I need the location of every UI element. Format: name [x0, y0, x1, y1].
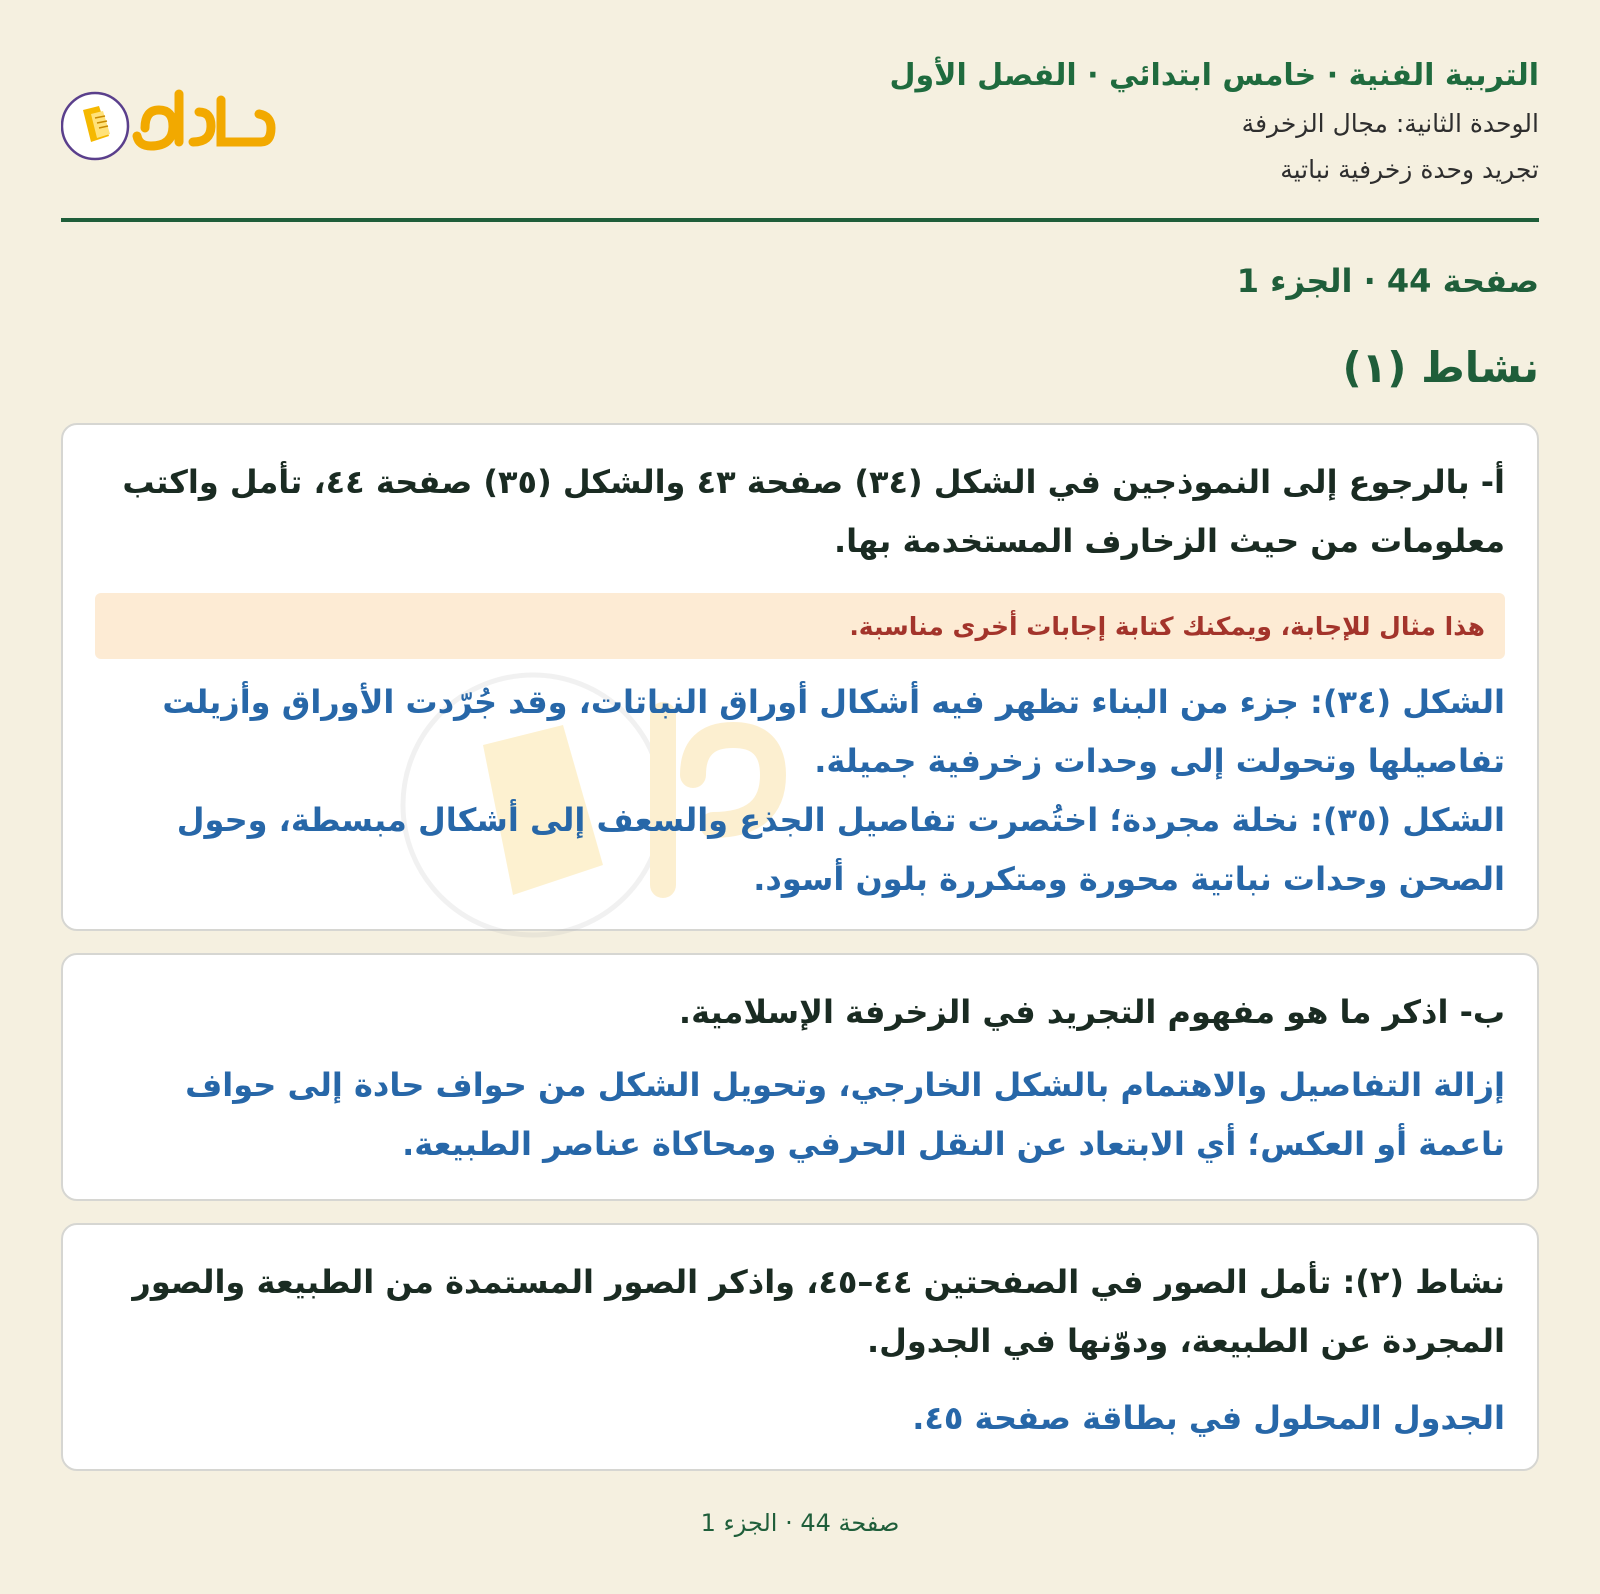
header-divider — [61, 218, 1539, 222]
page-reference: صفحة 44 · الجزء 1 — [1236, 262, 1539, 300]
unit-title: الوحدة الثانية: مجال الزخرفة — [1241, 109, 1539, 138]
answer-a-figure-34: الشكل (٣٤): جزء من البناء تظهر فيه أشكال أوراق النباتات، وقد جُرّدت الأوراق وأزيلت تفاصيلها وتحولت إلى وحدات زخرفية جميلة. — [162, 683, 1505, 780]
page-footer: صفحة 44 · الجزء 1 — [700, 1509, 900, 1537]
answer-note: هذا مثال للإجابة، ويمكنك كتابة إجابات أخرى مناسبة. — [95, 593, 1505, 659]
activity-2-card — [61, 1223, 1539, 1471]
activity-2-question: نشاط (٢): تأمل الصور في الصفحتين ٤٤–٤٥، واذكر الصور المستمدة من الطبيعة والصور المجردة عن الطبيعة، ودوّنها في الجدول. — [132, 1263, 1505, 1360]
answer-a-figure-35: الشكل (٣٥): نخلة مجردة؛ اختُصرت تفاصيل الجذع والسعف إلى أشكال مبسطة، وحول الصحن وحدات نباتية محورة ومتكررة بلون أسود. — [176, 801, 1505, 898]
question-card-a — [61, 423, 1539, 931]
hulul-logo-icon — [61, 80, 281, 170]
lesson-title: تجريد وحدة زخرفية نباتية — [1280, 155, 1539, 184]
subject-title: التربية الفنية · خامس ابتدائي · الفصل الأول — [889, 58, 1539, 93]
question-a-text: أ- بالرجوع إلى النموذجين في الشكل (٣٤) صفحة ٤٣ والشكل (٣٥) صفحة ٤٤، تأمل واكتب معلومات من حيث الزخارف المستخدمة بها. — [122, 463, 1505, 560]
question-b-text: ب- اذكر ما هو مفهوم التجريد في الزخرفة الإسلامية. — [678, 993, 1505, 1031]
header-text — [889, 54, 1539, 188]
answer-b-text: إزالة التفاصيل والاهتمام بالشكل الخارجي، وتحويل الشكل من حواف حادة إلى حواف ناعمة أو العكس؛ أي الابتعاد عن النقل الحرفي ومحاكاة عناصر الطبيعة. — [185, 1066, 1505, 1163]
activity-title: نشاط (١) — [1342, 343, 1539, 392]
question-card-b — [61, 953, 1539, 1201]
activity-2-answer: الجدول المحلول في بطاقة صفحة ٤٥. — [912, 1399, 1505, 1437]
page-header — [61, 54, 1539, 224]
